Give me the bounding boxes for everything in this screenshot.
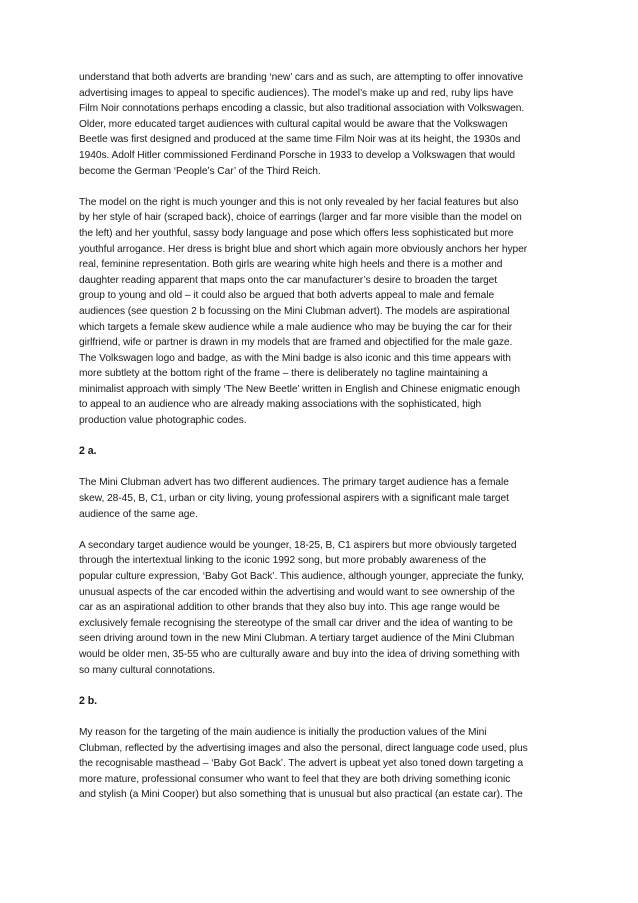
text-line: become the German ‘People’s Car’ of the Third Reich. <box>79 165 321 177</box>
text-line: audiences (see question 2 b focussing on the Mini Clubman advert). The models are aspirational <box>79 305 510 317</box>
text-line: and stylish (a Mini Cooper) but also something that is unusual but also practical (an estate car). The <box>79 789 523 801</box>
text-line: daughter reading apparent that maps onto the car manufacturer’s desire to broaden the target <box>79 274 498 286</box>
text-line: advertising images to appeal to specific audiences). The model’s make up and red, ruby lips have <box>79 87 514 99</box>
text-line: minimalist approach with simply ‘The New Beetle’ written in English and Chinese enigmatic enough <box>79 383 521 395</box>
text-line: more subtlety at the bottom right of the frame – there is deliberately no tagline maintaining a <box>79 368 488 380</box>
text-line: audience of the same age. <box>79 508 198 520</box>
text-line: would be older men, 35-55 who are culturally aware and buy into the idea of driving something with <box>79 648 520 660</box>
text-line: to appeal to an audience who are already making associations with the sophisticated, high <box>79 399 482 411</box>
text-line: unusual aspects of the car encoded within the advertising and would want to see ownership of the <box>79 586 515 598</box>
text-line: exclusively female recognising the stereotype of the small car driver and the idea of wanting to be <box>79 617 513 629</box>
text-line: by her style of hair (scraped back), choice of earrings (larger and far more visible than the model on <box>79 212 522 224</box>
text-line: skew, 28-45, B, C1, urban or city living, young professional aspirers with a significant male target <box>79 493 509 505</box>
text-line: The Mini Clubman advert has two different audiences. The primary target audience has a female <box>79 477 509 489</box>
text-line: girlfriend, wife or partner is drawn in my models that are framed and objectified for the male gaze. <box>79 337 513 349</box>
paragraph-primary-audience <box>79 475 567 522</box>
text-line: The Volkswagen logo and badge, as with the Mini badge is also iconic and this time appears with <box>79 352 511 364</box>
text-line: the recognisable masthead – ‘Baby Got Back’. The advert is upbeat yet also toned down targeting a <box>79 758 524 770</box>
text-line: youthful arrogance. Her dress is bright blue and short which again more obviously anchors her hyper <box>79 243 528 255</box>
text-line: so many cultural connotations. <box>79 664 216 676</box>
text-line: A secondary target audience would be younger, 18-25, B, C1 aspirers but more obviously targeted <box>79 539 517 551</box>
text-line: real, feminine representation. Both girls are wearing white high heels and there is a mother and <box>79 259 503 271</box>
section-heading-2b: 2 b. <box>79 694 98 707</box>
text-line: popular culture expression, ‘Baby Got Back’. This audience, although younger, appreciate the funky, <box>79 571 524 582</box>
text-line: understand that both adverts are branding ‘new’ cars and as such, are attempting to offer innovative <box>79 72 524 83</box>
text-line: more mature, professional consumer who want to feel that they are both driving something iconic <box>79 773 511 785</box>
text-line: the left) and her youthful, sassy body language and pose which offers less sophisticated but more <box>79 227 514 239</box>
text-line: through the intertextual linking to the iconic 1992 song, but more probably awareness of the <box>79 555 487 567</box>
paragraph-film-noir <box>79 70 567 179</box>
paragraph-secondary-audience <box>79 538 567 678</box>
section-heading-2a: 2 a. <box>79 445 97 458</box>
text-line: Clubman, reflected by the advertising images and also the personal, direct language code used, plus <box>79 742 528 754</box>
paragraph-model-right <box>79 195 567 429</box>
text-line: Film Noir connotations perhaps encoding a classic, but also traditional association with Volkswagen. <box>79 103 525 115</box>
text-line: The model on the right is much younger and this is not only revealed by her facial features but also <box>79 196 519 208</box>
text-line: group to young and old – it could also be argued that both adverts appeal to male and female <box>79 290 495 302</box>
text-line: car as an aspirational addition to other brands that they also buy into. This age range would be <box>79 602 500 614</box>
text-line: Beetle was first designed and produced at the same time Film Noir was at its height, the 1930s and <box>79 134 521 146</box>
text-line: seen driving around town in the new Mini Clubman. A tertiary target audience of the Mini Clubman <box>79 633 515 645</box>
text-line: Older, more educated target audiences with cultural capital would be aware that the Volkswagen <box>79 118 508 130</box>
text-line: My reason for the targeting of the main audience is initially the production values of the Mini <box>79 726 487 738</box>
text-line: production value photographic codes. <box>79 415 247 427</box>
document-page <box>79 70 567 819</box>
text-line: which targets a female skew audience while a male audience who may be buying the car for their <box>79 321 513 333</box>
paragraph-main-audience-reason <box>79 725 567 803</box>
text-line: 1940s. Adolf Hitler commissioned Ferdinand Porsche in 1933 to develop a Volkswagen that would <box>79 149 515 161</box>
